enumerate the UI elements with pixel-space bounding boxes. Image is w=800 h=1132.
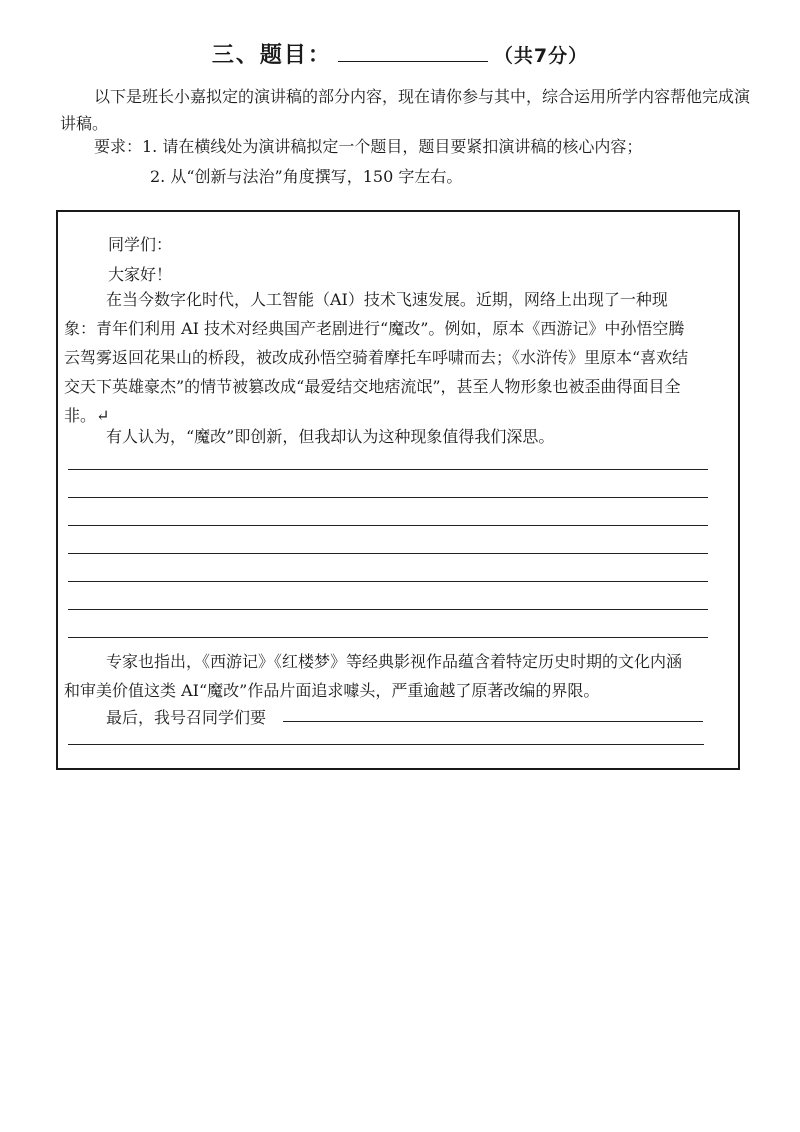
answer-line[interactable] — [68, 609, 708, 610]
heading-prefix: 三、题目： — [211, 43, 332, 68]
requirement-1: 要求：1. 请在横线处为演讲稿拟定一个题目，题目要紧扣演讲稿的核心内容； — [94, 137, 643, 156]
speech-paragraph-1: 在当今数字化时代，人工智能（AI）技术飞速发展。近期，网络上出现了一种现象：青年们利用 AI 技术对经典国产老剧进行“魔改”。例如，原本《西游记》中孙悟空腾云驾雾返回花果山的桥段，被改成孙悟空骑着摩托车呼啸而去；《水浒传》里原本“喜欢结交天下英雄豪杰”的情节被篡改成“最爱结交地痞流氓”，甚至人物形象也被歪曲得面目全非。↵ — [64, 290, 689, 425]
answer-line[interactable] — [68, 525, 708, 526]
speech-paragraph-3: 专家也指出，《西游记》《红楼梦》等经典影视作品蕴含着特定历史时期的文化内涵和审美价值这类 AI“魔改”作品片面追求噱头，严重逾越了原著改编的界限。 — [64, 652, 683, 700]
answer-line[interactable] — [68, 497, 708, 498]
answer-line[interactable] — [68, 553, 708, 554]
answer-line[interactable] — [68, 469, 708, 470]
intro-text: 以下是班长小嘉拟定的演讲稿的部分内容，现在请你参与其中，综合运用所学内容帮他完成演讲稿。 — [60, 87, 751, 133]
closing-answer-line-2[interactable] — [68, 744, 704, 745]
speech-paragraph-4: 最后，我号召同学们要 — [106, 708, 267, 727]
speech-greeting-2: 大家好！ — [108, 265, 173, 284]
closing-answer-line[interactable] — [283, 721, 703, 722]
requirement-2: 2. 从“创新与法治”角度撰写，150 字左右。 — [150, 167, 463, 186]
speech-paragraph-2: 有人认为，“魔改”即创新，但我却认为这种现象值得我们深思。 — [106, 427, 555, 446]
answer-line[interactable] — [68, 581, 708, 582]
title-answer-blank[interactable] — [338, 43, 488, 62]
heading-score: （共7分） — [493, 45, 589, 67]
answer-line[interactable] — [68, 637, 708, 638]
speech-greeting-1: 同学们： — [108, 235, 173, 254]
section-heading — [0, 38, 800, 69]
